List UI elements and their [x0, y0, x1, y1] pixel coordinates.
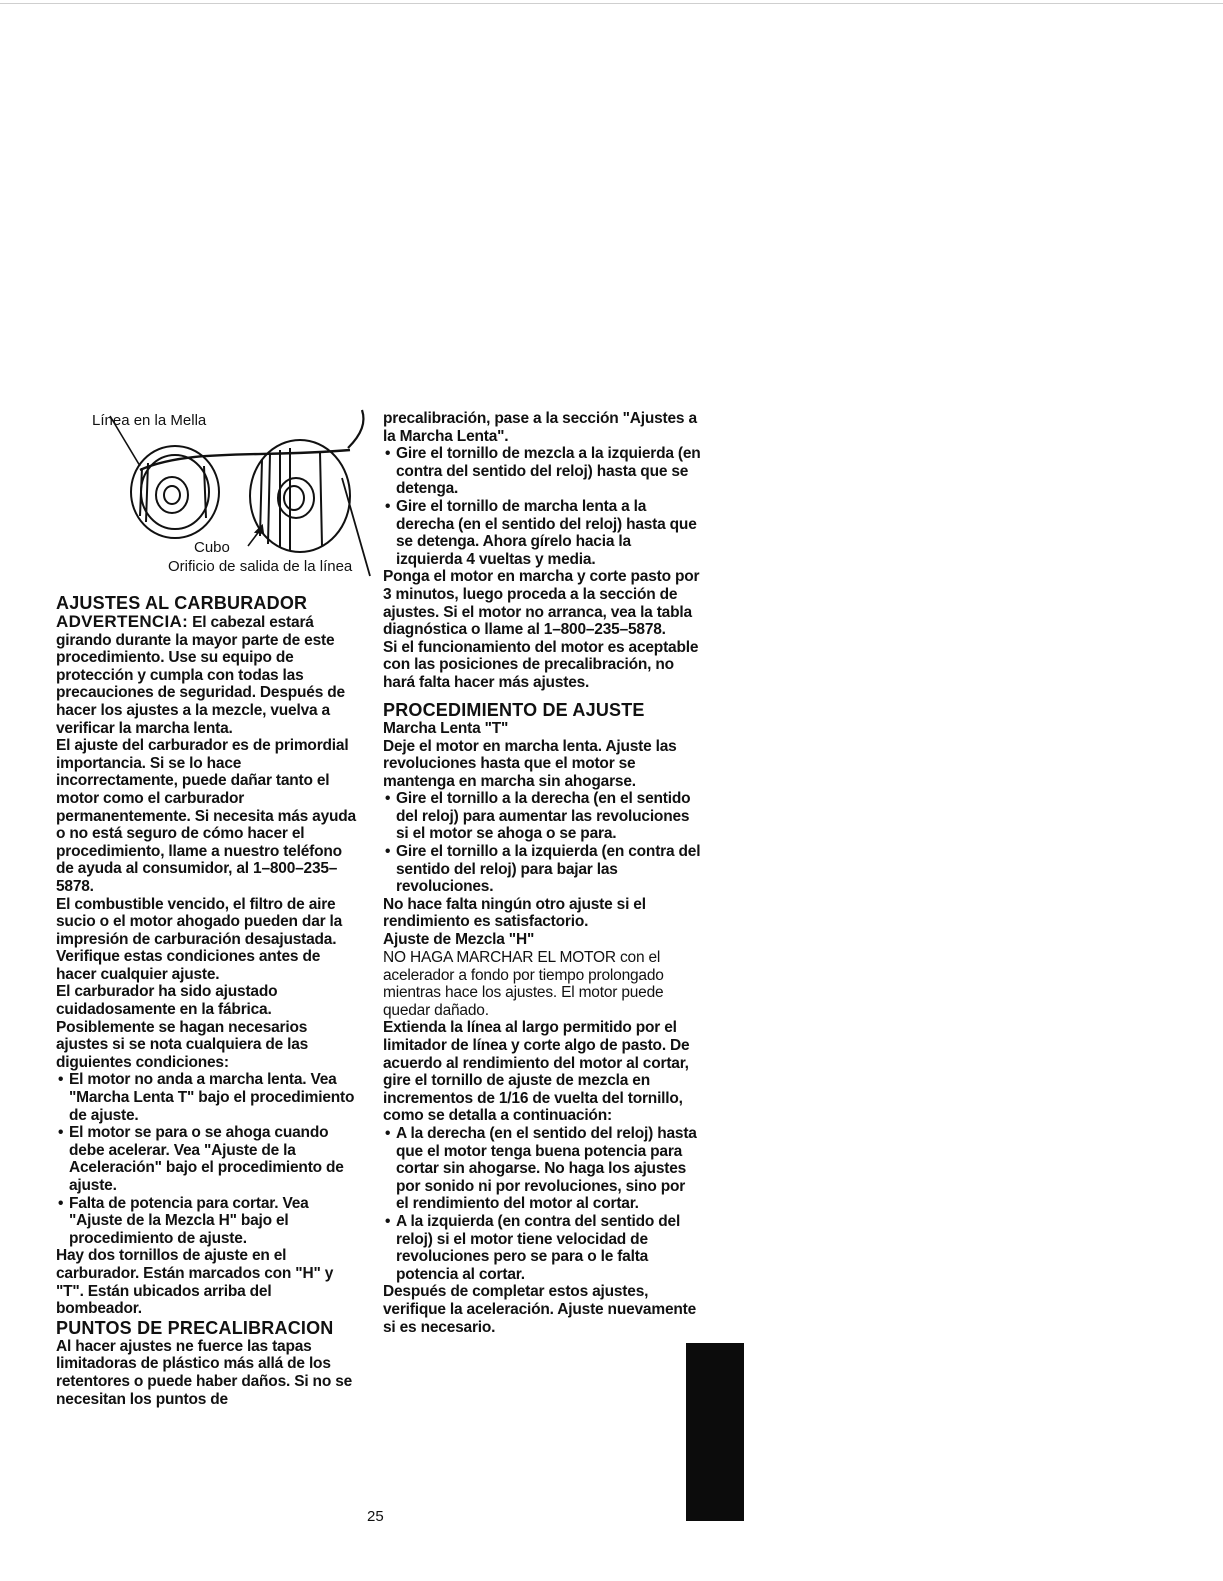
top-scan-edge	[0, 3, 1223, 4]
list-item: • A la izquierda (en contra del sentido del reloj) si el motor tiene velocidad de revoluciones pero se para o le falta potencia al cortar.	[383, 1213, 701, 1283]
list-item: • Gire el tornillo de mezcla a la izquierda (en contra del sentido del reloj) hasta que se detenga.	[383, 445, 701, 498]
page-number: 25	[367, 1508, 384, 1525]
warning-label: ADVERTENCIA:	[56, 612, 189, 631]
label-line-outlet: Orificio de salida de la línea	[168, 558, 353, 575]
list-item: • Gire el tornillo a la derecha (en el sentido del reloj) para aumentar las revoluciones si el motor se ahoga o se para.	[383, 790, 701, 843]
heading-carburetor-adjustments: AJUSTES AL CARBURADOR	[56, 593, 308, 613]
trimmer-head-illustration	[80, 408, 380, 583]
list-item: • El motor no anda a marcha lenta. Vea "Marcha Lenta T" bajo el procedimiento de ajuste.	[56, 1071, 361, 1124]
heading-adjustment-procedure: PROCEDIMIENTO DE AJUSTE	[383, 699, 645, 720]
warning-paragraph	[56, 613, 361, 737]
section-edge-tab	[686, 1343, 744, 1521]
list-item: • Gire el tornillo a la izquierda (en contra del sentido del reloj) para bajar las revoluciones.	[383, 843, 701, 896]
paragraph-run-engine: Ponga el motor en marcha y corte pasto por 3 minutos, luego proceda a la sección de ajustes. Si el motor no arranca, vea la tabla diagnóstica o llame al 1–800–235–5878.	[383, 568, 700, 639]
trimmer-head-figure	[80, 408, 380, 583]
list-item: • A la derecha (en el sentido del reloj) hasta que el motor tenga buena potencia para cortar sin ahogarse. No haga los ajustes por sonido ni por revoluciones, sino por el rendimiento del motor al cortar.	[383, 1125, 701, 1213]
label-line-in-notch: Línea en la Mella	[92, 412, 207, 429]
paragraph-idle-ok: No hace falta ningún otro ajuste si el rendimiento es satisfactorio.	[383, 895, 646, 931]
paragraph-importance: El ajuste del carburador es de primordial importancia. Si se lo hace incorrectamente, puede dañar tanto el motor como el carburador permanentemente. Si necesita más ayuda o no está seguro de cómo hacer el procedimiento, llame a nuestro teléfono de ayuda al consumidor, al 1–800–235–5878.	[56, 737, 356, 895]
heading-preset-points: PUNTOS DE PRECALIBRACION	[56, 1317, 334, 1338]
left-column	[56, 593, 361, 1408]
paragraph-mixture: Extienda la línea al largo permitido por el limitador de línea y corte algo de pasto. De acuerdo al rendimiento del motor al cortar, gire el tornillo de ajuste de mezcla en incrementos de 1/16 de vuelta del tornillo, como se detalla a continuación:	[383, 1019, 690, 1125]
right-column	[383, 410, 701, 1336]
mixture-steps-list	[383, 1125, 701, 1283]
subheading-idle: Marcha Lenta "T"	[383, 719, 509, 737]
subheading-mixture: Ajuste de Mezcla "H"	[383, 931, 535, 949]
paragraph-mixture-warning: NO HAGA MARCHAR EL MOTOR con el acelerador a fondo por tiempo prolongado mientras hace los ajustes. El motor puede quedar dañado.	[383, 949, 664, 1019]
paragraph-fuel: El combustible vencido, el filtro de aire sucio o el motor ahogado pueden dar la impresión de carburación desajustada. Verifique estas condiciones antes de hacer cualquier ajuste.	[56, 895, 343, 983]
paragraph-acceptable: Si el funcionamiento del motor es aceptable con las posiciones de precalibración, no hará falta hacer más ajustes.	[383, 638, 699, 691]
paragraph-preset-continued: precalibración, pase a la sección "Ajustes a la Marcha Lenta".	[383, 410, 697, 445]
conditions-list	[56, 1071, 361, 1247]
list-item: • El motor se para o se ahoga cuando debe acelerar. Vea "Ajuste de la Aceleración" bajo el procedimiento de ajuste.	[56, 1124, 361, 1194]
label-hub: Cubo	[194, 539, 230, 556]
paragraph-factory: El carburador ha sido ajustado cuidadosamente en la fábrica. Posiblemente se hagan necesarios ajustes si se nota cualquiera de las diguientes condiciones:	[56, 983, 309, 1071]
paragraph-preset: Al hacer ajustes ne fuerce las tapas limitadoras de plástico más allá de los retentores o puede haber daños. Si no se necesitan los puntos de	[56, 1337, 353, 1408]
preset-steps-list	[383, 445, 701, 568]
paragraph-final: Después de completar estos ajustes, verifique la aceleración. Ajuste nuevamente si es necesario.	[383, 1283, 697, 1336]
warning-text: El cabezal estará girando durante la mayor parte de este procedimiento. Use su equipo de protección y cumpla con todas las precauciones de seguridad. Después de hacer los ajustes a la mezcle, vuelva a verificar la marcha lenta.	[56, 614, 345, 737]
list-item: • Gire el tornillo de marcha lenta a la derecha (en el sentido del reloj) hasta que se detenga. Ahora gírelo hacia la izquierda 4 vueltas y media.	[383, 498, 701, 568]
list-item: • Falta de potencia para cortar. Vea "Ajuste de la Mezcla H" bajo el procedimiento de ajuste.	[56, 1195, 361, 1248]
idle-steps-list	[383, 790, 701, 896]
paragraph-screws: Hay dos tornillos de ajuste en el carburador. Están marcados con "H" y "T". Están ubicados arriba del bombeador.	[56, 1247, 334, 1318]
paragraph-idle: Deje el motor en marcha lenta. Ajuste las revoluciones hasta que el motor se mantenga en marcha sin ahogarse.	[383, 737, 677, 790]
